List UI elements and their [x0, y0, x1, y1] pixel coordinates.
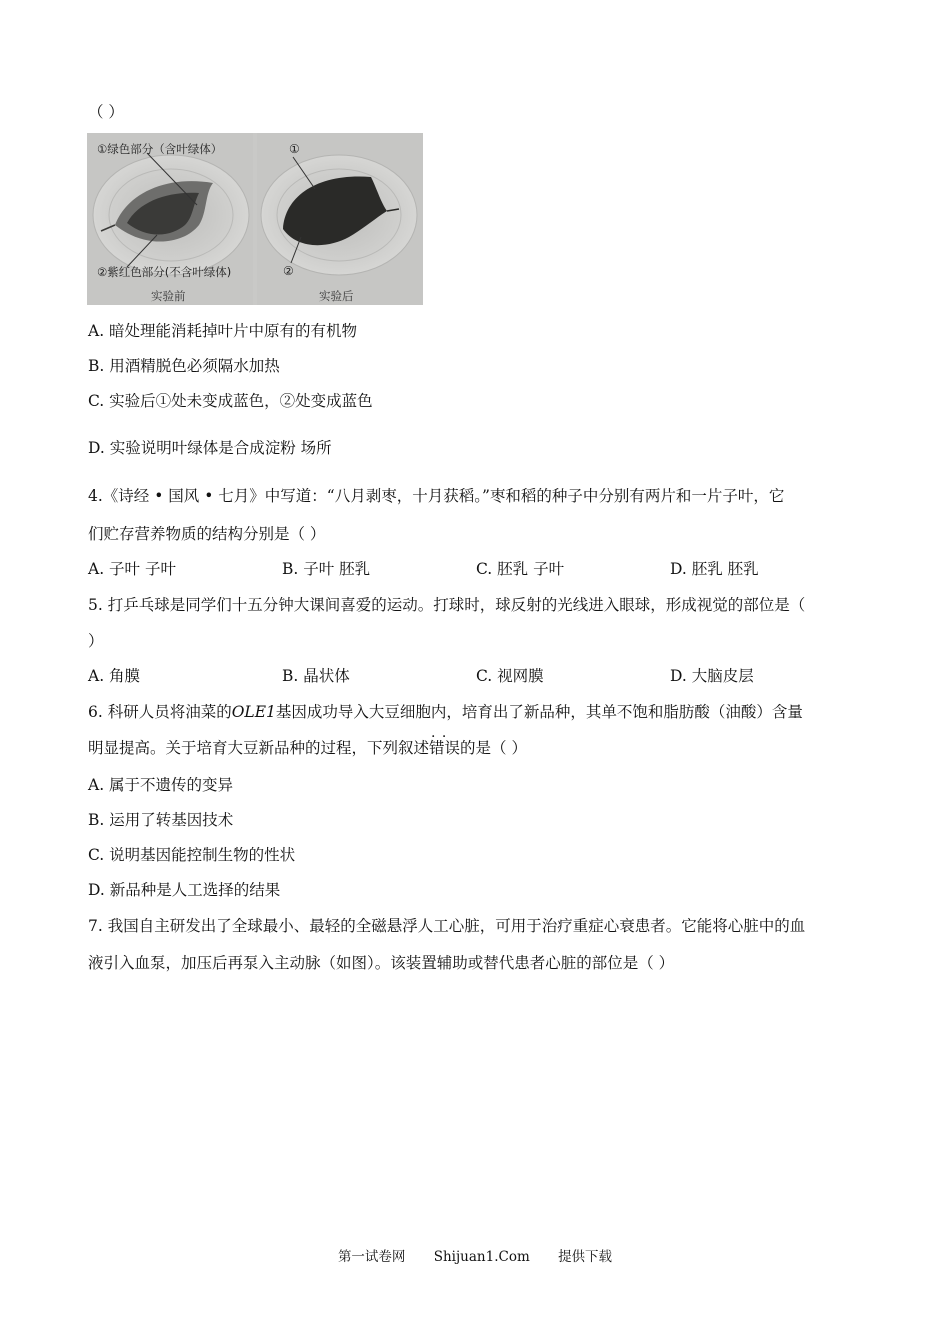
q5-option-b: B. 晶状体 — [282, 667, 350, 685]
label-purple-part: ②紫红色部分(不含叶绿体) — [97, 265, 232, 279]
q4-option-c: C. 胚乳 子叶 — [476, 560, 565, 578]
footer-site-en[interactable]: Shijuan1.Com — [433, 1249, 530, 1265]
q4-options — [88, 559, 868, 579]
q5-option-a: A. 角膜 — [88, 667, 141, 685]
q6-option-a: A. 属于不遗传的变异 — [88, 776, 234, 794]
q3-answer-blank: （ ） — [88, 103, 124, 121]
q5-options — [88, 666, 868, 686]
q6-stem-line1: 6. 科研人员将油菜的OLE1基因成功导入大豆细胞内，培育出了新品种，其单不饱和脂肪酸（油酸）含量 — [88, 703, 803, 721]
q6-option-d: D. 新品种是人工选择的结果 — [88, 881, 281, 899]
q4-option-a: A. 子叶 子叶 — [88, 560, 176, 578]
q6-option-c: C. 说明基因能控制生物的性状 — [88, 846, 296, 864]
q5-stem-line2: ） — [88, 632, 104, 650]
caption-after: 实验后 — [319, 289, 354, 303]
q3-option-c: C. 实验后①处未变成蓝色，②处变成蓝色 — [88, 392, 373, 410]
emphasis-wrong: · · 错误 — [429, 739, 460, 757]
q4-stem-line2: 们贮存营养物质的结构分别是（ ） — [88, 525, 326, 543]
footer-site-cn: 第一试卷网 — [337, 1249, 406, 1265]
label-green-part: ①绿色部分（含叶绿体） — [97, 142, 223, 156]
q4-option-d: D. 胚乳 胚乳 — [670, 560, 759, 578]
caption-before: 实验前 — [151, 289, 186, 303]
q5-stem-line1: 5. 打乒乓球是同学们十五分钟大课间喜爱的运动。打球时，球反射的光线进入眼球，形成视觉的部位是（ — [88, 596, 806, 614]
q5-option-c: C. 视网膜 — [476, 667, 544, 685]
page-footer — [0, 1248, 950, 1266]
leaf-experiment-figure — [87, 133, 423, 305]
label-1-after: ① — [289, 142, 300, 156]
footer-note: 提供下载 — [558, 1249, 613, 1265]
q3-option-a: A. 暗处理能消耗掉叶片中原有的有机物 — [88, 322, 358, 340]
q7-stem-line2: 液引入血泵，加压后再泵入主动脉（如图）。该装置辅助或替代患者心脏的部位是（ ） — [88, 954, 675, 972]
q3-option-d: D. 实验说明叶绿体是合成淀粉 场所 — [88, 439, 332, 457]
q4-option-b: B. 子叶 胚乳 — [282, 560, 371, 578]
label-2-after: ② — [283, 264, 294, 278]
q6-option-b: B. 运用了转基因技术 — [88, 811, 234, 829]
gene-name: OLE1 — [231, 703, 276, 721]
q3-option-b: B. 用酒精脱色必须隔水加热 — [88, 357, 280, 375]
q6-stem-line2: 明显提高。关于培育大豆新品种的过程，下列叙述· · 错误的是（ ） — [88, 738, 527, 758]
q5-option-d: D. 大脑皮层 — [670, 667, 754, 685]
q7-stem-line1: 7. 我国自主研发出了全球最小、最轻的全磁悬浮人工心脏，可用于治疗重症心衰患者。它能将心脏中的血 — [88, 917, 806, 935]
q4-stem-line1: 4.《诗经 • 国风 • 七月》中写道：“八月剥枣，十月获稻。”枣和稻的种子中分别有两片和一片子叶，它 — [88, 487, 785, 505]
